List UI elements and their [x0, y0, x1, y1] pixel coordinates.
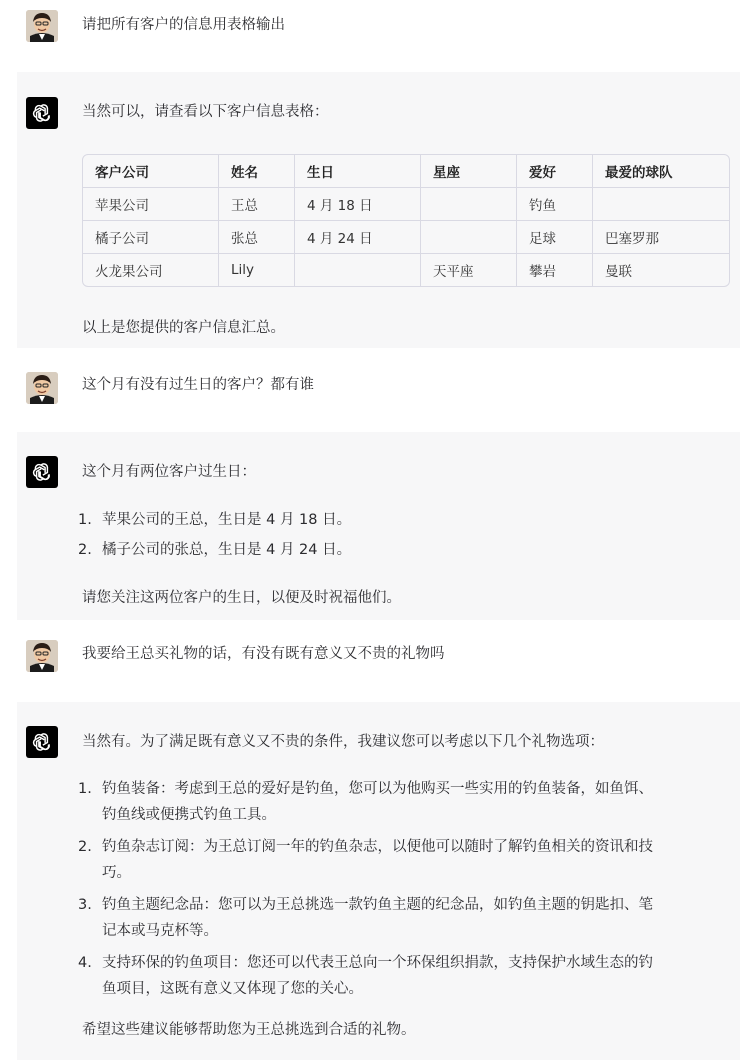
list-item-number: 2. — [78, 839, 92, 855]
user-avatar — [26, 640, 58, 672]
list-item-line: 支持环保的钓鱼项目：您还可以代表王总向一个环保组织捐款，支持保护水域生态的钓 — [102, 955, 653, 971]
assistant-outro-text: 请您关注这两位客户的生日，以便及时祝福他们。 — [82, 590, 401, 606]
table-cell: 足球 — [517, 221, 593, 254]
table-header-cell: 生日 — [295, 155, 421, 188]
table-cell: 橘子公司 — [83, 221, 219, 254]
list-item-text: 橘子公司的张总，生日是 4 月 24 日。 — [102, 542, 352, 558]
birthday-list — [78, 507, 351, 563]
table-header-cell: 姓名 — [219, 155, 295, 188]
table-header-row — [83, 155, 729, 188]
user-message-text: 请把所有客户的信息用表格输出 — [82, 17, 285, 33]
table-cell: 钓鱼 — [517, 188, 593, 221]
list-item — [78, 950, 653, 1002]
list-item-line: 钓鱼杂志订阅：为王总订阅一年的钓鱼杂志，以便他可以随时了解钓鱼相关的资讯和技 — [102, 839, 653, 855]
list-item-number: 4. — [78, 955, 92, 971]
table-header-cell: 客户公司 — [83, 155, 219, 188]
user-avatar — [26, 372, 58, 404]
list-item-number: 1. — [78, 781, 92, 797]
list-item-line: 记本或马克杯等。 — [102, 923, 218, 939]
gift-suggestions-list — [78, 776, 653, 1002]
user-message-3 — [0, 620, 755, 702]
list-item — [78, 834, 653, 886]
list-item-line: 钓鱼主题纪念品：您可以为王总挑选一款钓鱼主题的纪念品，如钓鱼主题的钥匙扣、笔 — [102, 897, 653, 913]
table-cell: 4 月 18 日 — [295, 188, 421, 221]
list-item-line: 巧。 — [102, 865, 131, 881]
assistant-message-2 — [17, 432, 740, 620]
list-item-line: 钓鱼线或便携式钓鱼工具。 — [102, 807, 276, 823]
chatgpt-logo-icon — [26, 726, 58, 758]
table-row — [83, 188, 729, 221]
list-item — [78, 537, 351, 563]
user-avatar — [26, 10, 58, 42]
table-cell: 苹果公司 — [83, 188, 219, 221]
list-item-line: 钓鱼装备：考虑到王总的爱好是钓鱼，您可以为他购买一些实用的钓鱼装备，如鱼饵、 — [102, 781, 653, 797]
list-item — [78, 892, 653, 944]
table-cell: 曼联 — [605, 264, 632, 280]
table-cell: 天平座 — [421, 254, 517, 286]
list-item-number: 1. — [78, 512, 92, 528]
user-message-text: 我要给王总买礼物的话，有没有既有意义又不贵的礼物吗 — [82, 646, 445, 662]
assistant-intro-text: 当然可以，请查看以下客户信息表格： — [82, 104, 329, 120]
assistant-outro-text: 希望这些建议能够帮助您为王总挑选到合适的礼物。 — [82, 1022, 416, 1038]
table-cell — [593, 188, 729, 221]
list-item-number: 3. — [78, 897, 92, 913]
table-cell — [421, 188, 517, 221]
table-cell: 火龙果公司 — [83, 254, 219, 286]
chatgpt-logo-icon — [26, 456, 58, 488]
assistant-intro-text: 当然有。为了满足既有意义又不贵的条件，我建议您可以考虑以下几个礼物选项： — [82, 734, 604, 750]
table-row — [83, 254, 729, 286]
customer-table — [82, 154, 730, 287]
user-message-1 — [0, 0, 755, 72]
assistant-intro-text: 这个月有两位客户过生日： — [82, 464, 256, 480]
table-cell: 4 月 24 日 — [295, 221, 421, 254]
assistant-outro-text: 以上是您提供的客户信息汇总。 — [82, 320, 285, 336]
table-header-cell: 星座 — [421, 155, 517, 188]
assistant-message-3 — [17, 702, 740, 1060]
list-item-line: 鱼项目，这既有意义又体现了您的关心。 — [102, 981, 363, 997]
table-cell — [295, 254, 421, 286]
table-header-cell: 爱好 — [517, 155, 593, 188]
table-cell: 巴塞罗那 — [593, 221, 729, 254]
table-cell: Lily — [219, 254, 295, 286]
chatgpt-logo-icon — [26, 97, 58, 129]
table-row — [83, 221, 729, 254]
list-item-text: 苹果公司的王总，生日是 4 月 18 日。 — [102, 512, 352, 528]
user-message-text: 这个月有没有过生日的客户？都有谁 — [82, 377, 314, 393]
list-item — [78, 507, 351, 533]
table-cell — [421, 221, 517, 254]
assistant-message-1 — [17, 72, 740, 348]
list-item — [78, 776, 653, 828]
table-cell: 王总 — [219, 188, 295, 221]
table-cell: 攀岩 — [517, 254, 593, 286]
list-item-number: 2. — [78, 542, 92, 558]
user-message-2 — [0, 348, 755, 432]
table-cell: 张总 — [219, 221, 295, 254]
table-header-cell: 最爱的球队 — [593, 155, 729, 188]
